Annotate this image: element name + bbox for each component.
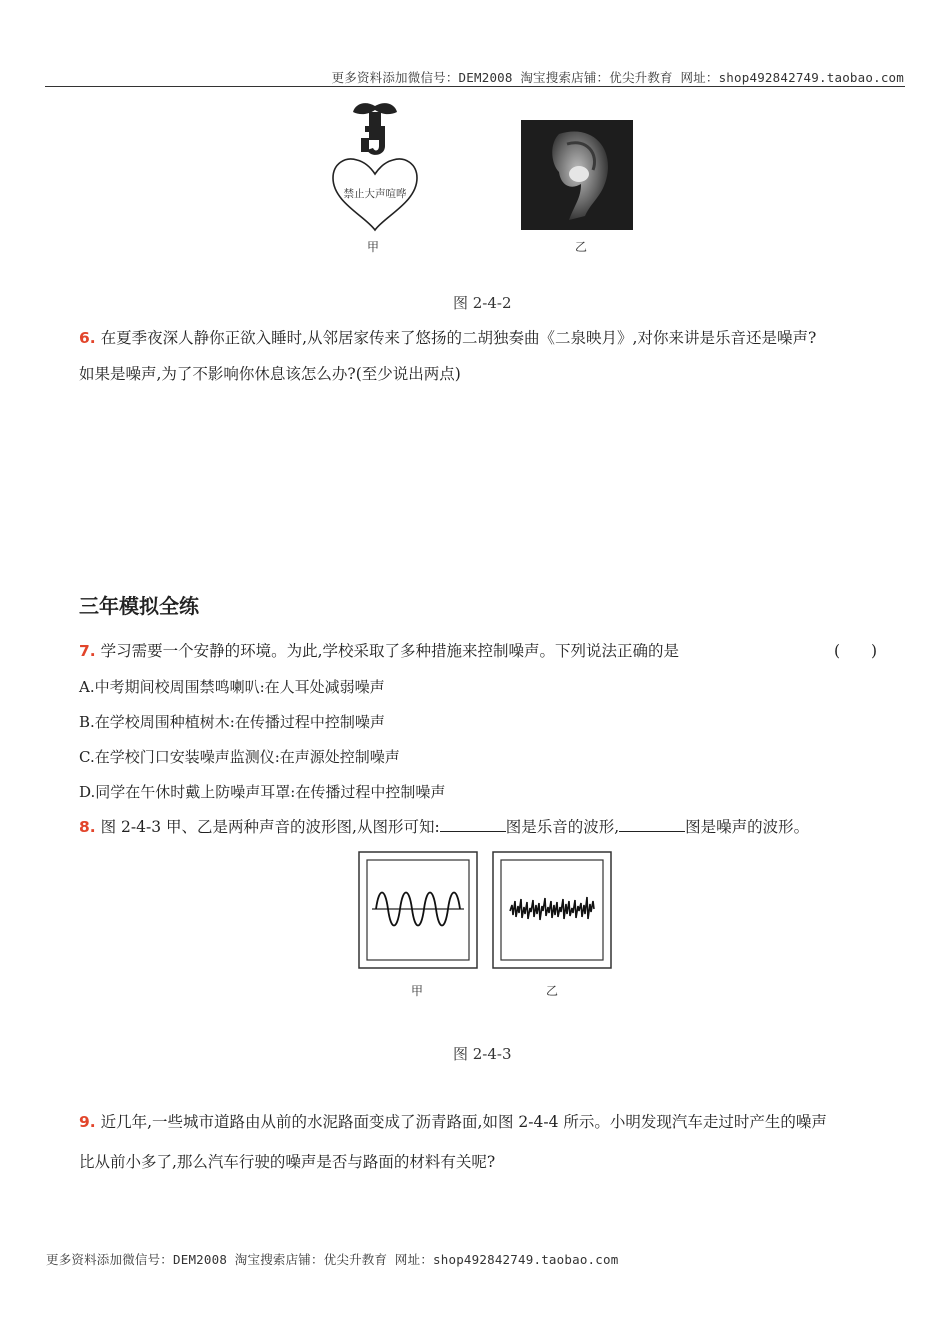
waveform-panel-yi (492, 851, 612, 969)
option-a: A.中考期间校周围禁鸣喇叭:在人耳处减弱噪声 (79, 678, 385, 696)
figure-label-jia: 甲 (367, 240, 380, 254)
answer-blank-1[interactable] (440, 816, 506, 832)
question-8-text-2: 图是乐音的波形, (505, 818, 620, 836)
waveform-panel-jia (358, 851, 478, 969)
question-number: 7. (79, 642, 96, 660)
question-number: 9. (79, 1113, 96, 1131)
ear-photo (521, 120, 633, 230)
figure-caption-2-4-3: 图 2-4-3 (453, 1045, 512, 1063)
question-9-line-2: 比从前小多了,那么汽车行驶的噪声是否与路面的材料有关呢? (79, 1153, 496, 1171)
header-divider (45, 86, 905, 87)
question-number: 8. (79, 818, 96, 836)
page-footer: 更多资料添加微信号：DEM2008 淘宝搜索店铺：优尖升教育 网址：shop492842749.taobao.com (46, 1252, 619, 1267)
question-8 (79, 816, 809, 838)
question-8-text-1: 图 2-4-3 甲、乙是两种声音的波形图,从图形可知: (100, 818, 440, 836)
question-9-line-1 (79, 1111, 827, 1133)
question-8-text-3: 图是噪声的波形。 (685, 818, 810, 836)
figure-label-yi: 乙 (575, 240, 588, 254)
figure-label-yi: 乙 (546, 984, 559, 998)
figure-label-jia: 甲 (411, 984, 424, 998)
figure-2-4-2 (325, 98, 645, 258)
question-7-stem (79, 640, 679, 662)
question-6-line-1 (79, 327, 816, 349)
no-loud-noise-sign (325, 98, 425, 238)
question-6-line-2: 如果是噪声,为了不影响你休息该怎么办?(至少说出两点) (79, 365, 461, 383)
figure-caption-2-4-2: 图 2-4-2 (453, 294, 512, 312)
question-number: 6. (79, 329, 96, 347)
question-7-text: 学习需要一个安静的环境。为此,学校采取了多种措施来控制噪声。下列说法正确的是 (100, 642, 680, 660)
section-title: 三年模拟全练 (79, 594, 199, 618)
question-9-text-1: 近几年,一些城市道路由从前的水泥路面变成了沥青路面,如图 2-4-4 所示。小明发现汽车走过时产生的噪声 (100, 1113, 827, 1131)
page-header: 更多资料添加微信号：DEM2008 淘宝搜索店铺：优尖升教育 网址：shop492842749.taobao.com (331, 70, 904, 85)
question-6-text-1: 在夏季夜深人静你正欲入睡时,从邻居家传来了悠扬的二胡独奏曲《二泉映月》,对你来讲是乐音还是噪声? (100, 329, 817, 347)
option-d: D.同学在午休时戴上防噪声耳罩:在传播过程中控制噪声 (79, 783, 446, 801)
answer-bracket: ( ) (834, 642, 878, 660)
option-b: B.在学校周围种植树木:在传播过程中控制噪声 (79, 713, 385, 731)
answer-blank-2[interactable] (619, 816, 685, 832)
option-c: C.在学校门口安装噪声监测仪:在声源处控制噪声 (79, 748, 400, 766)
sign-text: 禁止大声喧哗 (343, 188, 407, 200)
